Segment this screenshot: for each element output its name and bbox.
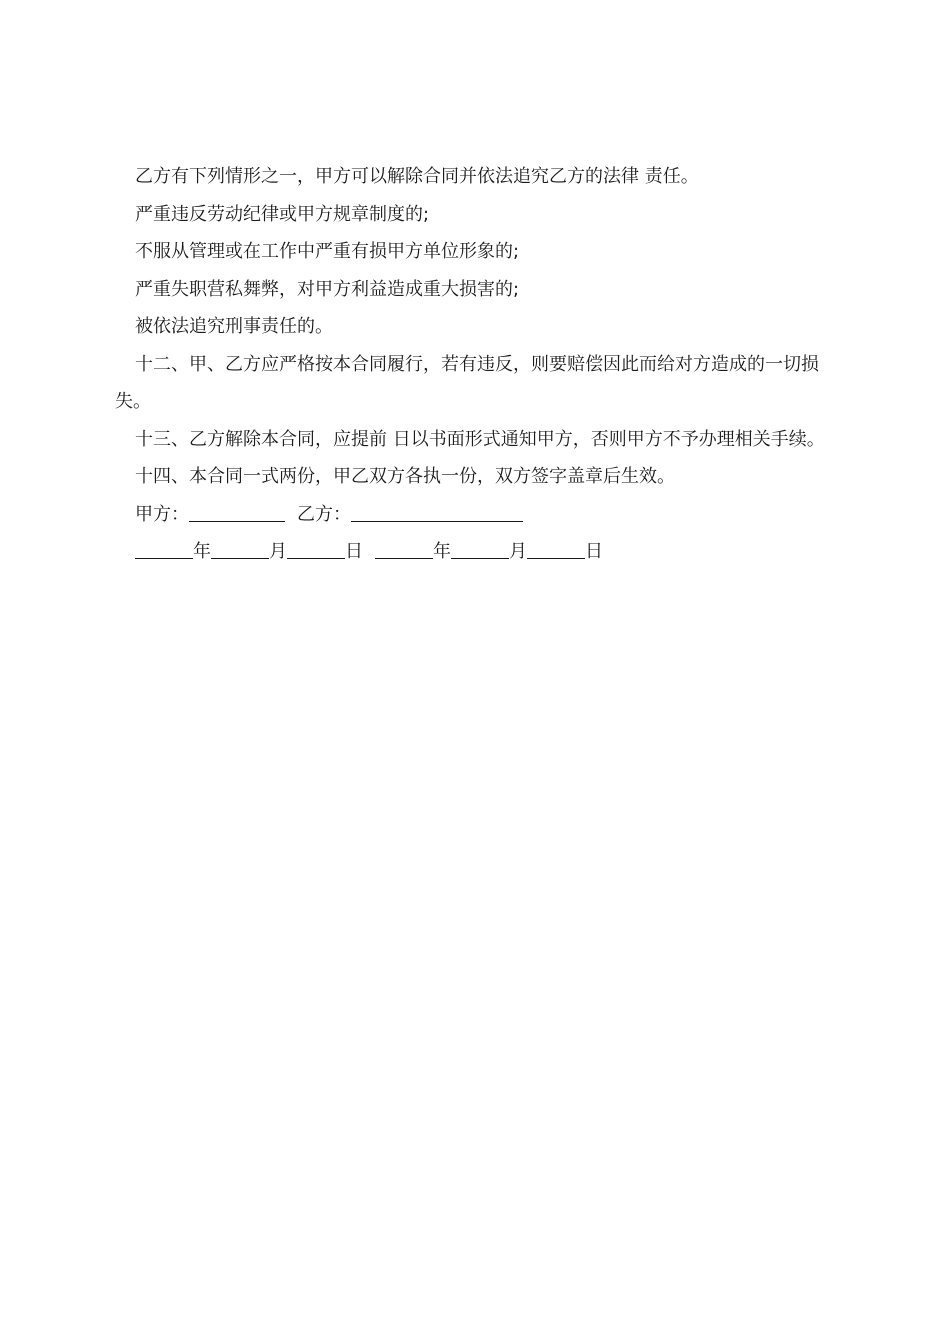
party-a-signature-blank[interactable] — [189, 501, 285, 522]
party-a-month-label: 月 — [269, 541, 287, 562]
signature-line — [115, 496, 837, 534]
party-a-year-label: 年 — [193, 541, 211, 562]
date-line — [115, 533, 837, 571]
party-b-year-blank[interactable] — [375, 538, 433, 559]
party-b-month-blank[interactable] — [451, 538, 509, 559]
termination-intro: 乙方有下列情形之一，甲方可以解除合同并依法追究乙方的法律 责任。 — [135, 166, 699, 187]
party-b-day-blank[interactable] — [527, 538, 585, 559]
clause-14: 十四、本合同一式两份，甲乙双方各执一份，双方签字盖章后生效。 — [135, 466, 675, 487]
contract-page — [115, 158, 837, 571]
clause-13: 十三、乙方解除本合同，应提前 日以书面形式通知甲方，否则甲方不予办理相关手续。 — [135, 428, 825, 450]
termination-item-2: 不服从管理或在工作中严重有损甲方单位形象的; — [135, 241, 520, 262]
termination-item-4: 被依法追究刑事责任的。 — [135, 316, 333, 337]
party-a-month-blank[interactable] — [211, 538, 269, 559]
termination-item-1: 严重违反劳动纪律或甲方规章制度的; — [135, 203, 430, 225]
party-b-year-label: 年 — [433, 541, 451, 562]
party-a-day-label: 日 — [345, 541, 363, 562]
clause-12: 十二、甲、乙方应严格按本合同履行，若有违反，则要赔偿因此而给对方造成的一切损失。 — [115, 353, 819, 412]
party-b-signature-blank[interactable] — [351, 501, 523, 522]
party-a-year-blank[interactable] — [135, 538, 193, 559]
party-b-label: 乙方： — [297, 503, 351, 525]
party-a-label: 甲方： — [135, 503, 189, 525]
termination-item-3: 严重失职营私舞弊，对甲方利益造成重大损害的; — [135, 278, 520, 300]
party-b-day-label: 日 — [585, 541, 603, 562]
party-b-month-label: 月 — [509, 541, 527, 562]
party-a-day-blank[interactable] — [287, 538, 345, 559]
